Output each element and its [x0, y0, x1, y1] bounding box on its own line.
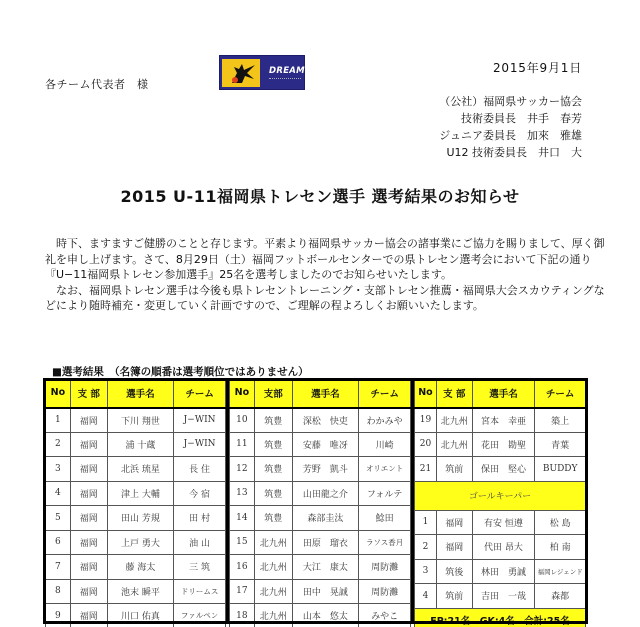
cell-no: 6: [46, 530, 71, 555]
table-row: [230, 457, 411, 482]
table-row: [46, 506, 226, 531]
cell-name: 花田 勘聖: [472, 432, 535, 457]
table-row: [46, 604, 226, 627]
cell-branch: 福岡: [436, 535, 472, 560]
cell-no: 2: [46, 432, 71, 457]
totals-row: [415, 608, 586, 627]
cell-team: オリエント: [359, 457, 411, 482]
body-text: [45, 236, 605, 314]
table-row: [46, 457, 226, 482]
table-row: [230, 481, 411, 506]
body-paragraph-1: 時下、ますますご健勝のことと存じます。平素より福岡県サッカー協会の諸事業にご協力を賜りまして、厚く御礼を申し上げます。さて、8月29日（土）福岡フットボールセンターでの県トレセン選考会において下記の通り『U−11福岡県トレセン参加選手』25名を選考しましたのでお知らせいたします。: [45, 237, 605, 281]
cell-branch: 福岡: [436, 510, 472, 535]
cell-team: 川崎: [359, 432, 411, 457]
cell-name: 吉田 一哉: [472, 584, 535, 609]
cell-team: BUDDY: [535, 457, 586, 482]
col-no: No: [230, 379, 255, 408]
cell-no: 4: [46, 481, 71, 506]
col-team: チーム: [535, 379, 586, 408]
cell-name: 森部圭汰: [292, 506, 359, 531]
cell-name: 北浜 琉星: [107, 457, 174, 482]
col-player-name: 選手名: [107, 379, 174, 408]
cell-name: 田山 芳規: [107, 506, 174, 531]
table-header-row: [415, 379, 586, 408]
cell-branch: 筑前: [436, 584, 472, 609]
cell-name: 田中 晃誠: [292, 579, 359, 604]
cell-no: 19: [415, 408, 437, 433]
results-table-left: [45, 378, 226, 627]
table-row: [230, 604, 411, 627]
cell-branch: 筑前: [436, 457, 472, 482]
cell-team: 三 筑: [174, 555, 226, 580]
table-row: [46, 408, 226, 433]
col-player-name: 選手名: [472, 379, 535, 408]
cell-no: 9: [46, 604, 71, 627]
cell-no: 15: [230, 530, 255, 555]
cell-no: 11: [230, 432, 255, 457]
cell-name: 池末 瞬平: [107, 579, 174, 604]
table-row: [415, 432, 586, 457]
sender-technical-chair: 技術委員長 井手 春芳: [461, 112, 582, 125]
cell-no: 2: [415, 535, 437, 560]
cell-branch: 北九州: [254, 604, 292, 627]
cell-branch: 筑豊: [254, 457, 292, 482]
table-row: [230, 579, 411, 604]
cell-branch: 福岡: [70, 408, 107, 433]
cell-branch: 北九州: [254, 530, 292, 555]
cell-name: 有安 恒遵: [472, 510, 535, 535]
cell-team: 周防灘: [359, 579, 411, 604]
cell-name: 津上 大輔: [107, 481, 174, 506]
cell-name: 田原 瑠衣: [292, 530, 359, 555]
table-header-row: [230, 379, 411, 408]
cell-no: 3: [415, 559, 437, 584]
cell-name: 藤 海太: [107, 555, 174, 580]
cell-name: 山本 悠太: [292, 604, 359, 627]
sender-block: [439, 93, 582, 161]
table-row: [46, 432, 226, 457]
cell-no: 20: [415, 432, 437, 457]
cell-team: 周防灘: [359, 555, 411, 580]
table-row: [230, 408, 411, 433]
cell-no: 1: [46, 408, 71, 433]
cell-name: 深松 快吏: [292, 408, 359, 433]
cell-name: 芳野 凱斗: [292, 457, 359, 482]
cell-no: 14: [230, 506, 255, 531]
cell-team: J−WIN: [174, 432, 226, 457]
cell-team: 油 山: [174, 530, 226, 555]
cell-branch: 筑豊: [254, 408, 292, 433]
col-no: No: [46, 379, 71, 408]
association-logo: [219, 55, 305, 90]
cell-branch: 筑後: [436, 559, 472, 584]
cell-team: ファルペン: [174, 604, 226, 627]
cell-branch: 北九州: [436, 432, 472, 457]
table-row: [415, 408, 586, 433]
cell-branch: 北九州: [254, 555, 292, 580]
cell-no: 17: [230, 579, 255, 604]
cell-no: 10: [230, 408, 255, 433]
cell-team: J−WIN: [174, 408, 226, 433]
cell-name: 浦 十蔵: [107, 432, 174, 457]
cell-branch: 筑豊: [254, 432, 292, 457]
cell-name: 大江 康太: [292, 555, 359, 580]
cell-no: 8: [46, 579, 71, 604]
cell-name: 上戸 勇大: [107, 530, 174, 555]
cell-no: 18: [230, 604, 255, 627]
cell-no: 13: [230, 481, 255, 506]
cell-branch: 福岡: [70, 604, 107, 627]
cell-team: ドリームス: [174, 579, 226, 604]
cell-team: ラソス香月: [359, 530, 411, 555]
cell-no: 16: [230, 555, 255, 580]
table-row: [230, 432, 411, 457]
cell-name: 下川 翔世: [107, 408, 174, 433]
col-team: チーム: [359, 379, 411, 408]
cell-team: 柏 南: [535, 535, 586, 560]
addressee: 各チーム代表者 様: [45, 78, 149, 91]
table-divider: [411, 378, 414, 624]
table-row: [230, 555, 411, 580]
cell-no: 1: [415, 510, 437, 535]
page-title: 2015 U-11福岡県トレセン選手 選考結果のお知らせ: [120, 187, 520, 206]
cell-team: みやこ: [359, 604, 411, 627]
cell-team: 松 島: [535, 510, 586, 535]
col-player-name: 選手名: [292, 379, 359, 408]
cell-branch: 福岡: [70, 457, 107, 482]
logo-subtext: [269, 78, 301, 79]
logo-text: DREAM: [269, 66, 305, 76]
col-branch: 支 部: [70, 379, 107, 408]
cell-branch: 福岡: [70, 530, 107, 555]
table-row: [415, 510, 586, 535]
cell-name: 宮本 幸亜: [472, 408, 535, 433]
totals-summary: FP:21名 GK:4名 合計:25名: [415, 608, 586, 627]
table-row: [230, 506, 411, 531]
col-no: No: [415, 379, 437, 408]
cell-branch: 北九州: [436, 408, 472, 433]
cell-team: 青葉: [535, 432, 586, 457]
cell-name: 安藤 唯冴: [292, 432, 359, 457]
table-row: [46, 481, 226, 506]
cell-no: 12: [230, 457, 255, 482]
table-row: [46, 579, 226, 604]
table-row: [415, 559, 586, 584]
body-paragraph-2: なお、福岡県トレセン選手は今後も県トレセントレーニング・支部トレセン推薦・福岡県大会スカウティングなどにより随時補充・変更していく計画ですので、ご理解の程よろしくお願いいたします。: [45, 283, 605, 312]
table-row: [230, 530, 411, 555]
cell-no: 21: [415, 457, 437, 482]
cell-name: 保田 堅心: [472, 457, 535, 482]
cell-team: 福岡レジェンド: [535, 559, 586, 584]
cell-name: 山田龍之介: [292, 481, 359, 506]
table-row: [415, 457, 586, 482]
cell-team: 長 住: [174, 457, 226, 482]
col-branch: 支 部: [436, 379, 472, 408]
cell-team: 築上: [535, 408, 586, 433]
table-row: [415, 535, 586, 560]
document-date: 2015年9月1日: [492, 61, 582, 75]
table-row: [46, 530, 226, 555]
table-row: [415, 584, 586, 609]
sender-junior-chair: ジュニア委員長 加來 雅雄: [439, 129, 582, 142]
cell-branch: 福岡: [70, 506, 107, 531]
results-table-right: [414, 378, 586, 627]
cell-team: 鯰田: [359, 506, 411, 531]
goalkeeper-section-row: [415, 481, 586, 510]
cell-no: 7: [46, 555, 71, 580]
cell-no: 3: [46, 457, 71, 482]
cell-team: 森都: [535, 584, 586, 609]
cell-branch: 北九州: [254, 579, 292, 604]
cell-name: 林田 勇誠: [472, 559, 535, 584]
cell-branch: 福岡: [70, 555, 107, 580]
cell-team: わかみや: [359, 408, 411, 433]
sender-u12-chair: U12 技術委員長 井口 大: [446, 146, 582, 159]
sender-organization: （公社）福岡県サッカー協会: [439, 95, 582, 108]
cell-branch: 筑豊: [254, 506, 292, 531]
cell-branch: 福岡: [70, 579, 107, 604]
table-divider: [226, 378, 229, 624]
cell-no: 4: [415, 584, 437, 609]
cell-branch: 福岡: [70, 481, 107, 506]
col-branch: 支部: [254, 379, 292, 408]
cell-branch: 福岡: [70, 432, 107, 457]
table-row: [46, 555, 226, 580]
cell-no: 5: [46, 506, 71, 531]
table-header-row: [46, 379, 226, 408]
cell-team: 今 宿: [174, 481, 226, 506]
results-table-middle: [229, 378, 411, 627]
col-team: チーム: [174, 379, 226, 408]
results-heading: ■選考結果 （名簿の順番は選考順位ではありません）: [52, 366, 309, 378]
cell-team: 田 村: [174, 506, 226, 531]
cell-branch: 筑豊: [254, 481, 292, 506]
cell-team: フォルテ: [359, 481, 411, 506]
yatagarasu-crow-icon: [229, 61, 257, 85]
cell-name: 川口 佑真: [107, 604, 174, 627]
goalkeeper-banner: ゴールキーパー: [415, 481, 586, 510]
cell-name: 代田 昂大: [472, 535, 535, 560]
